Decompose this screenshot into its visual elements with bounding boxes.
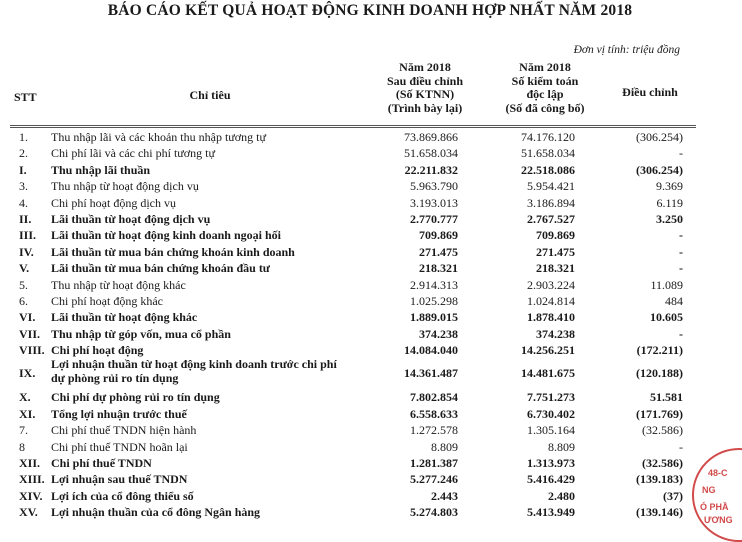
row-value-adjusted: 22.211.832 xyxy=(404,162,458,177)
row-label: Lợi nhuận sau thuế TNDN xyxy=(51,472,188,487)
table-row xyxy=(0,439,742,455)
row-value-audited: 7.751.273 xyxy=(527,390,575,405)
row-value-adjusted: 73.869.866 xyxy=(404,130,458,144)
header-col-audited-line: Năm 2018 xyxy=(519,60,571,74)
row-label: Lãi thuần từ hoạt động kinh doanh ngoại hối xyxy=(51,228,281,243)
header-chi-tieu: Chỉ tiêu xyxy=(189,88,231,102)
row-value-audited: 1.878.410 xyxy=(527,310,575,325)
row-value-adjusted: 51.658.034 xyxy=(404,146,458,161)
table-row xyxy=(0,227,742,243)
row-value-audited: 6.730.402 xyxy=(527,406,575,421)
row-value-adjusted: 14.084.040 xyxy=(404,343,458,358)
table-row xyxy=(0,358,742,389)
table-row xyxy=(0,389,742,405)
row-stt: 6. xyxy=(19,293,28,308)
row-stt: 5. xyxy=(19,277,28,292)
row-stt: XV. xyxy=(19,505,38,520)
row-value-adjustment: (37) xyxy=(663,488,683,503)
row-value-adjustment: (172.211) xyxy=(636,343,683,358)
row-stt: I. xyxy=(19,162,27,177)
row-value-audited: 1.024.814 xyxy=(527,293,575,308)
table-row xyxy=(0,211,742,227)
row-value-adjusted: 3.193.013 xyxy=(410,195,458,210)
report-title: BÁO CÁO KẾT QUẢ HOẠT ĐỘNG KINH DOANH HỢP NHẤT NĂM 2018 xyxy=(107,2,633,19)
row-value-adjusted: 8.809 xyxy=(431,439,458,454)
row-stt: 3. xyxy=(19,179,28,194)
row-value-audited: 709.869 xyxy=(536,228,575,243)
row-value-adjustment: - xyxy=(679,326,683,341)
row-value-audited: 14.481.675 xyxy=(521,366,575,381)
row-label: Lãi thuần từ hoạt động dịch vụ xyxy=(51,211,211,226)
row-label: Lợi nhuận thuần của cổ đông Ngân hàng xyxy=(51,505,261,520)
header-col-adjusted xyxy=(380,61,470,115)
row-value-adjustment: - xyxy=(679,228,683,243)
row-value-adjusted: 14.361.487 xyxy=(404,366,458,381)
row-stt: VI. xyxy=(19,310,36,325)
row-stt: X. xyxy=(19,390,31,405)
table-row xyxy=(0,455,742,471)
row-value-adjustment: 484 xyxy=(665,293,683,308)
row-stt: III. xyxy=(19,228,37,243)
row-label: Chi phí lãi và các chi phí tương tự xyxy=(51,146,215,161)
row-value-adjusted: 374.238 xyxy=(419,326,458,341)
header-divider xyxy=(10,125,696,126)
stamp-text: Ó PHẦ xyxy=(700,502,729,512)
row-label: Lãi thuần từ mua bán chứng khoán đầu tư xyxy=(51,261,271,276)
row-value-adjustment: (32.586) xyxy=(642,456,683,471)
row-stt: V. xyxy=(19,261,30,276)
row-stt: II. xyxy=(19,211,32,226)
row-value-audited: 1.313.973 xyxy=(527,456,575,471)
stamp-text: 48-C xyxy=(708,468,728,478)
row-value-adjusted: 7.802.854 xyxy=(410,390,458,405)
row-value-adjusted: 709.869 xyxy=(419,228,458,243)
table-row xyxy=(0,162,742,178)
row-value-audited: 8.809 xyxy=(548,439,575,454)
row-value-adjusted: 2.770.777 xyxy=(410,211,458,226)
row-value-adjustment: (139.183) xyxy=(636,472,683,487)
row-label: Chi phí hoạt động xyxy=(51,343,144,358)
table-row xyxy=(0,277,742,293)
row-value-audited: 374.238 xyxy=(536,326,575,341)
row-value-adjusted: 5.277.246 xyxy=(410,472,458,487)
row-label: Chi phí dự phòng rủi ro tín dụng xyxy=(51,390,220,405)
row-label: Lãi thuần từ mua bán chứng khoán kinh doanh xyxy=(51,244,295,259)
row-label: Lợi nhuận thuần từ hoạt động kinh doanh trước chi phí dự phòng rủi ro tín dụng xyxy=(51,357,337,385)
row-value-adjustment: - xyxy=(679,439,683,454)
table-row xyxy=(0,488,742,504)
row-value-adjusted: 1.889.015 xyxy=(410,310,458,325)
row-stt: IV. xyxy=(19,244,34,259)
table-row xyxy=(0,145,742,161)
header-divider xyxy=(10,127,696,128)
row-label: Thu nhập từ góp vốn, mua cổ phần xyxy=(51,326,231,341)
row-value-adjustment: (139.146) xyxy=(636,505,683,520)
stamp-text: ƯƠNG xyxy=(704,515,733,525)
row-label: Chi phí thuế TNDN hoãn lại xyxy=(51,439,188,454)
row-value-adjusted: 2.914.313 xyxy=(410,277,458,292)
row-stt: XIV. xyxy=(19,488,43,503)
row-stt: 7. xyxy=(19,423,28,438)
row-stt: 1. xyxy=(19,130,28,144)
row-label: Chi phí thuế TNDN xyxy=(51,456,152,471)
row-value-adjusted: 5.963.790 xyxy=(410,179,458,194)
row-value-audited: 271.475 xyxy=(536,244,575,259)
header-col-audited-line: Số kiểm toán xyxy=(511,73,579,88)
table-row xyxy=(0,195,742,211)
row-value-adjusted: 2.443 xyxy=(431,488,458,503)
table-row xyxy=(0,342,742,358)
row-label: Chi phí hoạt động khác xyxy=(51,293,163,308)
row-value-adjustment: 51.581 xyxy=(650,390,683,405)
row-label: Lợi ích của cổ đông thiểu số xyxy=(51,488,194,503)
row-label: Chi phí thuế TNDN hiện hành xyxy=(51,423,197,438)
row-value-audited: 22.518.086 xyxy=(521,162,575,177)
row-value-audited: 3.186.894 xyxy=(527,195,575,210)
table-row xyxy=(0,504,742,520)
row-value-audited: 218.321 xyxy=(536,261,575,276)
row-stt: 4. xyxy=(19,195,28,210)
table-row xyxy=(0,422,742,438)
header-stt: STT xyxy=(14,90,37,104)
header-col-audited-line: độc lập xyxy=(526,87,564,101)
stamp-text: NG xyxy=(702,485,716,495)
table-row xyxy=(0,244,742,260)
table-row xyxy=(0,326,742,342)
table-row xyxy=(0,309,742,325)
row-value-adjusted: 218.321 xyxy=(419,261,458,276)
row-label: Thu nhập lãi thuần xyxy=(51,162,151,177)
row-value-audited: 51.658.034 xyxy=(521,146,575,161)
row-stt: 8 xyxy=(19,439,25,454)
row-label: Thu nhập từ hoạt động dịch vụ xyxy=(51,179,199,194)
row-value-adjustment: 10.605 xyxy=(650,310,683,325)
row-value-audited: 74.176.120 xyxy=(521,130,575,144)
row-label: Thu nhập lãi và các khoản thu nhập tương tự xyxy=(51,130,266,144)
row-stt: XIII. xyxy=(19,472,45,487)
row-label: Chi phí hoạt động dịch vụ xyxy=(51,195,176,210)
row-value-adjusted: 5.274.803 xyxy=(410,505,458,520)
row-value-adjustment: - xyxy=(679,261,683,276)
row-label: Tổng lợi nhuận trước thuế xyxy=(51,406,187,421)
table-row xyxy=(0,129,742,145)
row-value-audited: 1.305.164 xyxy=(527,423,575,438)
header-col-audited-line: (Số đã công bố) xyxy=(505,100,585,115)
table-row xyxy=(0,293,742,309)
table-row xyxy=(0,260,742,276)
table-row xyxy=(0,406,742,422)
report-table xyxy=(0,129,742,521)
row-value-adjustment: (32.586) xyxy=(642,423,683,438)
row-stt: XI. xyxy=(19,406,36,421)
row-value-audited: 14.256.251 xyxy=(521,343,575,358)
row-value-audited: 2.480 xyxy=(548,488,575,503)
row-value-adjustment: 6.119 xyxy=(656,195,683,210)
row-value-audited: 2.903.224 xyxy=(527,277,575,292)
row-value-adjustment: (306.254) xyxy=(636,130,683,144)
row-value-adjustment: (120.188) xyxy=(636,366,683,381)
row-stt: 2. xyxy=(19,146,28,161)
row-value-audited: 2.767.527 xyxy=(527,211,575,226)
row-stt: IX. xyxy=(19,366,36,381)
row-value-adjustment: - xyxy=(679,146,683,161)
row-value-adjustment: 9.369 xyxy=(656,179,683,194)
row-value-adjusted: 271.475 xyxy=(419,244,458,259)
row-label: Lãi thuần từ hoạt động khác xyxy=(51,310,198,325)
row-value-adjustment: 11.089 xyxy=(650,277,683,292)
row-value-adjustment: 3.250 xyxy=(656,211,683,226)
row-value-adjusted: 1.272.578 xyxy=(410,423,458,438)
unit-note: Đơn vị tính: triệu đồng xyxy=(573,44,680,56)
row-value-adjusted: 1.281.387 xyxy=(410,456,458,471)
row-value-audited: 5.416.429 xyxy=(527,472,575,487)
row-value-adjusted: 6.558.633 xyxy=(410,406,458,421)
row-value-adjusted: 1.025.298 xyxy=(410,293,458,308)
table-row xyxy=(0,178,742,194)
header-col-adjustment: Điều chỉnh xyxy=(622,85,678,99)
header-col-adjusted-line: (Trình bày lại) xyxy=(387,100,463,115)
row-value-audited: 5.954.421 xyxy=(527,179,575,194)
row-stt: XII. xyxy=(19,456,41,471)
row-value-adjustment: (171.769) xyxy=(636,406,683,421)
row-value-adjustment: - xyxy=(679,244,683,259)
row-label: Thu nhập từ hoạt động khác xyxy=(51,277,186,292)
row-value-adjustment: (306.254) xyxy=(636,162,683,177)
table-row xyxy=(0,471,742,487)
header-col-adjusted-line: Năm 2018 xyxy=(399,60,451,74)
header-col-adjusted-line: (Số KTNN) xyxy=(395,87,455,101)
row-stt: VIII. xyxy=(19,343,45,358)
row-value-audited: 5.413.949 xyxy=(527,505,575,520)
header-col-adjusted-line: Sau điều chỉnh xyxy=(386,73,464,88)
header-col-audited xyxy=(490,61,600,115)
row-stt: VII. xyxy=(19,326,41,341)
